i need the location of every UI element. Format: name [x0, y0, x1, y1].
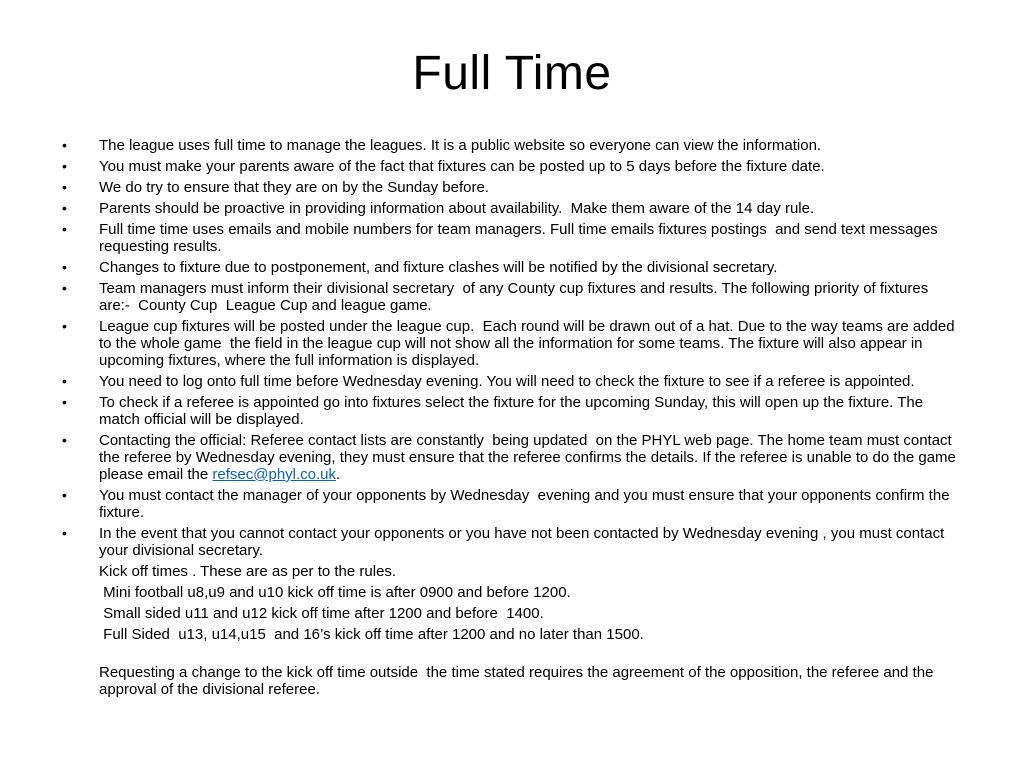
text-segment: Full time time uses emails and mobile numbers for team managers. Full time emails fixtures postings and send text messages requesting results.	[99, 220, 942, 255]
text-segment: You need to log onto full time before Wednesday evening. You will need to check the fixture to see if a referee is appointed.	[99, 372, 915, 390]
bullet-marker: •	[62, 393, 67, 410]
bullet-item	[62, 318, 962, 369]
email-link[interactable]: refsec@phyl.co.uk	[212, 465, 337, 483]
text-segment: To check if a referee is appointed go into fixtures select the fixture for the upcoming Sunday, this will open up the fixture. The match official will be displayed.	[99, 393, 928, 428]
bullet-marker: •	[62, 279, 67, 296]
bullet-marker: •	[62, 524, 67, 541]
bullet-text	[99, 432, 962, 483]
bullet-marker: •	[62, 136, 67, 153]
bullet-item	[62, 373, 962, 390]
text-line	[62, 584, 962, 601]
text-segment: .	[336, 465, 341, 483]
text-segment: The league uses full time to manage the leagues. It is a public website so everyone can view the information.	[99, 136, 822, 154]
bullet-item	[62, 200, 962, 217]
bullet-text	[99, 394, 962, 428]
bullet-item	[62, 525, 962, 559]
slide-title: Full Time	[412, 47, 612, 100]
bullet-text	[99, 487, 962, 521]
bullet-item	[62, 221, 962, 255]
bullet-marker: •	[62, 486, 67, 503]
bullet-marker: •	[62, 431, 67, 448]
bullet-text	[99, 584, 962, 601]
bullet-marker: •	[62, 178, 67, 195]
bullet-text	[99, 525, 962, 559]
text-segment: League cup fixtures will be posted under the league cup. Each round will be drawn out of a hat. Due to the way teams are added to the whole game the field in the league cup will not show all the information for some teams. The fixture will also appear in upcoming fixtures, where the full information is displayed.	[99, 317, 959, 369]
text-segment: Parents should be proactive in providing information about availability. Make them aware of the 14 day rule.	[99, 199, 815, 217]
bullet-item	[62, 179, 962, 196]
text-segment: Kick off times . These are as per to the rules.	[99, 562, 397, 580]
bullet-text	[99, 373, 962, 390]
text-line	[62, 563, 962, 580]
bullet-marker: •	[62, 199, 67, 216]
bullet-text	[99, 563, 962, 580]
text-segment: You must make your parents aware of the fact that fixtures can be posted up to 5 days before the fixture date.	[99, 157, 825, 175]
bullet-text	[99, 280, 962, 314]
bullet-marker: •	[62, 372, 67, 389]
bullet-marker: •	[62, 258, 67, 275]
bullet-item	[62, 487, 962, 521]
text-segment: Small sided u11 and u12 kick off time after 1200 and before 1400.	[99, 604, 544, 622]
bullet-text	[99, 605, 962, 622]
bullet-marker: •	[62, 220, 67, 237]
bullet-marker: •	[62, 317, 67, 334]
bullet-text	[99, 137, 962, 154]
text-segment: In the event that you cannot contact your opponents or you have not been contacted by Wednesday evening , you must contact your divisional secretary.	[99, 524, 949, 559]
text-line	[62, 605, 962, 622]
bullet-text	[99, 158, 962, 175]
text-segment: Requesting a change to the kick off time outside the time stated requires the agreement of the opposition, the referee and the approval of the divisional referee.	[99, 663, 938, 698]
text-segment: We do try to ensure that they are on by the Sunday before.	[99, 178, 489, 196]
bullet-text	[99, 259, 962, 276]
text-segment: Contacting the official: Referee contact lists are constantly being updated on the PHYL web page. The home team must contact the referee by Wednesday evening, they must ensure that the referee confirms the details. If the referee is unable to do the game please email the	[99, 431, 961, 483]
bullet-item	[62, 137, 962, 154]
text-segment: Changes to fixture due to postponement, and fixture clashes will be notified by the divisional secretary.	[99, 258, 778, 276]
text-line	[62, 626, 962, 643]
bullet-text	[99, 200, 962, 217]
bullet-text	[99, 318, 962, 369]
text-segment: You must contact the manager of your opponents by Wednesday evening and you must ensure that your opponents confirm the fixture.	[99, 486, 954, 521]
text-line	[62, 664, 962, 698]
text-segment: Team managers must inform their divisional secretary of any County cup fixtures and results. The following priority of fixtures are:- County Cup League Cup and league game.	[99, 279, 933, 314]
text-segment: Mini football u8,u9 and u10 kick off time is after 0900 and before 1200.	[99, 583, 571, 601]
bullet-text	[99, 664, 962, 698]
bullet-item	[62, 394, 962, 428]
bullet-text	[99, 626, 962, 643]
bullet-item	[62, 432, 962, 483]
bullet-list	[0, 137, 1024, 698]
bullet-item	[62, 280, 962, 314]
bullet-item	[62, 158, 962, 175]
bullet-text	[99, 221, 962, 255]
text-segment: Full Sided u13, u14,u15 and 16’s kick off time after 1200 and no later than 1500.	[99, 625, 644, 643]
bullet-marker: •	[62, 157, 67, 174]
bullet-item	[62, 259, 962, 276]
bullet-text	[99, 179, 962, 196]
